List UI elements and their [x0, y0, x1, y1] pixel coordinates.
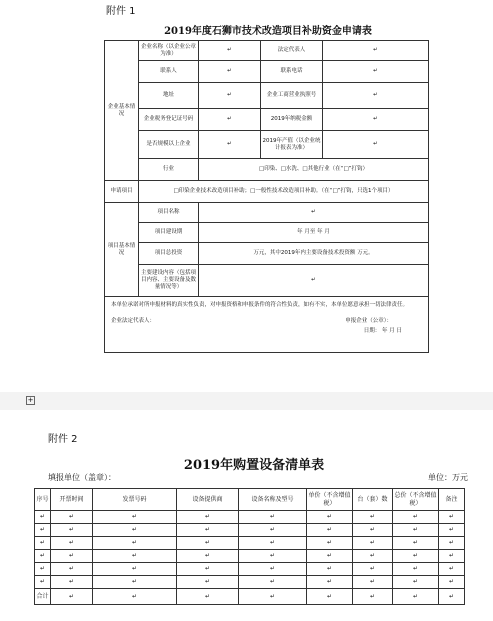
cell[interactable]: ↵	[51, 563, 93, 576]
table-row	[35, 524, 465, 537]
cell[interactable]: ↵	[93, 550, 177, 563]
label-company-name: 企业名称（以企业公章为准）	[139, 41, 199, 61]
cell[interactable]: ↵	[51, 576, 93, 589]
table-row	[35, 576, 465, 589]
cell[interactable]: ↵	[307, 576, 353, 589]
application-form-table	[104, 40, 429, 353]
cell[interactable]: ↵	[177, 576, 239, 589]
label-business-license: 企业工商营业执照号	[261, 83, 323, 109]
cell[interactable]: ↵	[439, 511, 465, 524]
cell[interactable]: ↵	[307, 589, 353, 605]
cell[interactable]: ↵	[353, 563, 393, 576]
col-header-total-price: 总价（不含增值税）	[393, 489, 439, 511]
cell[interactable]: ↵	[93, 537, 177, 550]
value-output-2019[interactable]: ↵	[323, 131, 429, 159]
value-investment[interactable]: 万元，其中2019年内主要设备技术投资额 万元。	[199, 243, 429, 265]
cell[interactable]: ↵	[93, 563, 177, 576]
value-contact[interactable]: ↵	[199, 61, 261, 83]
cell[interactable]: ↵	[353, 576, 393, 589]
cell[interactable]: ↵	[93, 524, 177, 537]
value-tax-reg[interactable]: ↵	[199, 109, 261, 131]
col-header-seq: 序号	[35, 489, 51, 511]
value-legal-rep[interactable]: ↵	[323, 41, 429, 61]
declaration-text: 本单位承诺对所申报材料的真实性负责，对申报资格和申报条件的符合性负责，如有不实，本单位愿意承担一切法律责任。	[111, 302, 409, 308]
label-legal-rep: 法定代表人	[261, 41, 323, 61]
label-output-2019: 2019年产值（以企业统计报表为准）	[261, 131, 323, 159]
equipment-list-table	[34, 488, 465, 605]
label-phone: 联系电话	[261, 61, 323, 83]
legal-rep-signature: 企业法定代表人：	[111, 317, 156, 324]
col-header-quantity: 台（套）数	[353, 489, 393, 511]
cell[interactable]: ↵	[239, 537, 307, 550]
label-tax-2019: 2019年纳税金额	[261, 109, 323, 131]
value-build-period[interactable]: 年 月至 年 月	[199, 223, 429, 243]
total-row	[35, 589, 465, 605]
label-main-content: 主要建设内容（包括项目内容、主要设备及数量情况等）	[139, 265, 199, 297]
col-header-remarks: 备注	[439, 489, 465, 511]
cell[interactable]: ↵	[51, 511, 93, 524]
company-seal: 申报企业（公章）：	[345, 317, 393, 324]
table-row	[35, 537, 465, 550]
cell[interactable]: ↵	[307, 537, 353, 550]
label-above-scale: 是否规模以上企业	[139, 131, 199, 159]
declare-options[interactable]: □印染企业技术改造项目补助；□一般性技术改造项目补助。（在“□”打钩，只选1个项目）	[139, 181, 429, 203]
col-header-unit-price: 单价（不含增值税）	[307, 489, 353, 511]
date-line: 日期： 年 月 日	[363, 327, 403, 334]
value-address[interactable]: ↵	[199, 83, 261, 109]
filling-unit-label: 填报单位（盖章）：	[48, 473, 116, 482]
cell[interactable]: ↵	[93, 576, 177, 589]
cell[interactable]: ↵	[393, 563, 439, 576]
cell[interactable]: ↵	[439, 537, 465, 550]
cell[interactable]: ↵	[51, 550, 93, 563]
value-phone[interactable]: ↵	[323, 61, 429, 83]
cell[interactable]: ↵	[393, 550, 439, 563]
cell[interactable]: ↵	[439, 550, 465, 563]
value-business-license[interactable]: ↵	[323, 83, 429, 109]
value-tax-2019[interactable]: ↵	[323, 109, 429, 131]
currency-unit-label: 单位：万元	[428, 473, 468, 482]
attachment-2-label: 附件 2	[48, 434, 78, 445]
cell[interactable]: ↵	[239, 576, 307, 589]
page-1-title: 2019年度石狮市技术改造项目补助资金申请表	[164, 26, 372, 37]
declaration-cell	[105, 297, 429, 353]
table-row	[35, 511, 465, 524]
section-company-info: 企业基本情况	[105, 41, 139, 181]
cell[interactable]: ↵	[353, 589, 393, 605]
cell[interactable]: ↵	[239, 563, 307, 576]
label-investment: 项目总投资	[139, 243, 199, 265]
cell[interactable]: ↵	[307, 550, 353, 563]
cell[interactable]: ↵	[439, 589, 465, 605]
label-contact: 联系人	[139, 61, 199, 83]
cell[interactable]: ↵	[35, 537, 51, 550]
cell[interactable]: ↵	[353, 524, 393, 537]
cell[interactable]: ↵	[393, 511, 439, 524]
cell[interactable]: ↵	[239, 524, 307, 537]
col-header-invoice-date: 开票时间	[51, 489, 93, 511]
table-header-row	[35, 489, 465, 511]
cell[interactable]: ↵	[393, 576, 439, 589]
cell[interactable]: ↵	[177, 511, 239, 524]
value-project-name[interactable]: ↵	[199, 203, 429, 223]
page-1	[98, 0, 438, 388]
move-handle-icon[interactable]: +	[27, 396, 34, 404]
cell[interactable]: ↵	[439, 524, 465, 537]
cell[interactable]: ↵	[51, 524, 93, 537]
cell[interactable]: ↵	[177, 537, 239, 550]
cell[interactable]: ↵	[353, 511, 393, 524]
cell[interactable]: ↵	[239, 589, 307, 605]
label-project-name: 项目名称	[139, 203, 199, 223]
label-build-period: 项目建设期	[139, 223, 199, 243]
value-main-content[interactable]: ↵	[199, 265, 429, 297]
cell[interactable]: ↵	[93, 511, 177, 524]
section-declare: 申请项目	[105, 181, 139, 203]
cell[interactable]: ↵	[307, 511, 353, 524]
page-gap	[0, 392, 493, 410]
label-tax-reg: 企业税务登记证号码	[139, 109, 199, 131]
col-header-supplier: 设备提供商	[177, 489, 239, 511]
cell[interactable]: ↵	[307, 524, 353, 537]
col-header-invoice-no: 发票号码	[93, 489, 177, 511]
cell[interactable]: ↵	[51, 537, 93, 550]
table-row	[35, 563, 465, 576]
cell[interactable]: ↵	[239, 550, 307, 563]
table-row	[35, 550, 465, 563]
cell[interactable]: ↵	[177, 563, 239, 576]
label-industry: 行业	[139, 159, 199, 181]
page-2-title: 2019年购置设备清单表	[183, 458, 325, 473]
cell[interactable]: ↵	[35, 576, 51, 589]
cell[interactable]: ↵	[439, 576, 465, 589]
cell[interactable]: ↵	[177, 589, 239, 605]
cell[interactable]: ↵	[35, 563, 51, 576]
cell[interactable]: ↵	[439, 563, 465, 576]
cell[interactable]: ↵	[353, 550, 393, 563]
label-address: 地址	[139, 83, 199, 109]
value-company-name[interactable]: ↵	[199, 41, 261, 61]
cell[interactable]: ↵	[393, 524, 439, 537]
cell[interactable]: ↵	[35, 524, 51, 537]
cell[interactable]: ↵	[239, 511, 307, 524]
cell[interactable]: ↵	[35, 550, 51, 563]
col-header-equipment: 设备名称及型号	[239, 489, 307, 511]
cell[interactable]: ↵	[177, 550, 239, 563]
cell[interactable]: ↵	[393, 537, 439, 550]
cell[interactable]: ↵	[35, 511, 51, 524]
section-project-info: 项目基本情况	[105, 203, 139, 297]
cell[interactable]: ↵	[177, 524, 239, 537]
cell[interactable]: ↵	[393, 589, 439, 605]
attachment-1-label: 附件 1	[106, 6, 136, 17]
total-label: 合计	[35, 589, 51, 605]
cell[interactable]: ↵	[93, 589, 177, 605]
page-2	[20, 396, 488, 621]
cell[interactable]: ↵	[307, 563, 353, 576]
value-above-scale[interactable]: ↵	[199, 131, 261, 159]
industry-options[interactable]: □印染、□水洗、□其他行业（在“□”打钩）	[199, 159, 429, 181]
cell[interactable]: ↵	[353, 537, 393, 550]
cell[interactable]: ↵	[51, 589, 93, 605]
